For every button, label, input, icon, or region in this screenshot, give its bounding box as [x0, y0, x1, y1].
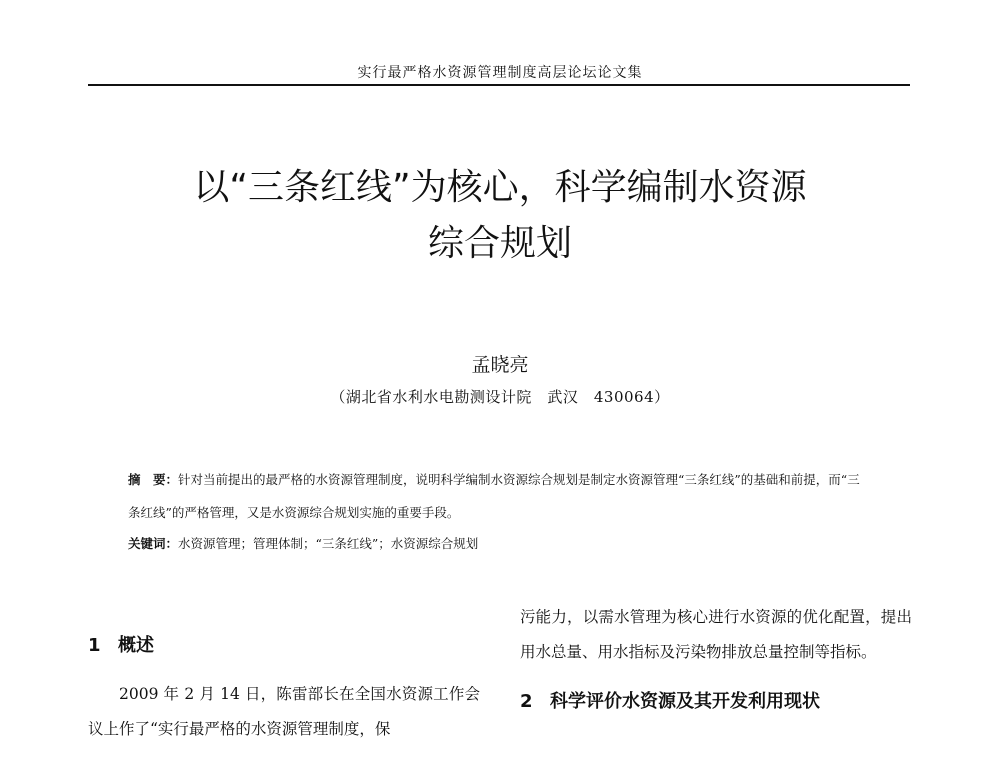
right-column-paragraph: 污能力，以需水管理为核心进行水资源的优化配置，提出用水总量、用水指标及污染物排放总量控制等指标。	[520, 608, 912, 661]
section-1-number: 1	[88, 635, 101, 656]
abstract	[128, 463, 868, 529]
running-head: 实行最严格水资源管理制度高层论坛论文集	[357, 65, 643, 81]
keywords	[128, 532, 868, 556]
left-column	[88, 628, 480, 747]
author-affiliation: （湖北省水利水电勘测设计院 武汉 430064）	[330, 388, 670, 406]
header-rule	[88, 84, 910, 86]
abstract-label: 摘 要：	[128, 472, 179, 487]
section-2-heading	[520, 684, 912, 720]
section-1-paragraph: 2009 年 2 月 14 日，陈雷部长在全国水资源工作会议上作了“实行最严格的水资源管理制度，保	[88, 685, 480, 738]
section-2-number: 2	[520, 691, 533, 712]
author-name: 孟晓亮	[471, 354, 529, 376]
right-column	[520, 600, 912, 720]
section-1-title: 概述	[118, 635, 154, 656]
keywords-label: 关键词：	[128, 536, 179, 551]
section-2-title: 科学评价水资源及其开发利用现状	[550, 691, 820, 712]
keywords-text: 水资源管理；管理体制；“三条红线”；水资源综合规划	[178, 536, 479, 551]
title-line-1: 以“三条红线”为核心，科学编制水资源	[193, 167, 807, 208]
paper-title	[60, 160, 940, 272]
abstract-text: 针对当前提出的最严格的水资源管理制度，说明科学编制水资源综合规划是制定水资源管理“三条红线”的基础和前提，而“三条红线”的严格管理，又是水资源综合规划实施的重要手段。	[128, 472, 860, 520]
title-line-2: 综合规划	[427, 223, 572, 264]
section-1-heading	[88, 628, 480, 664]
